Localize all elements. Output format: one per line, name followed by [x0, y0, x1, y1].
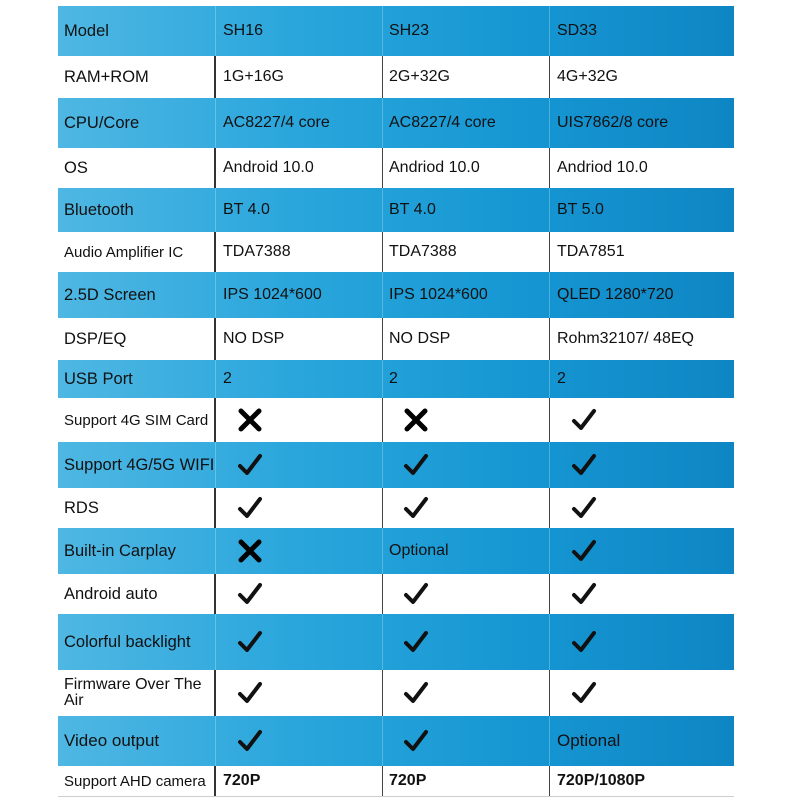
- cell-sh23: [383, 574, 550, 614]
- cell-sh23: [383, 670, 550, 716]
- check-icon: [571, 407, 597, 433]
- check-icon: [237, 680, 263, 706]
- cell-sd33: [550, 398, 734, 442]
- table-row: [58, 360, 734, 398]
- row-label: Firmware Over The Air: [58, 670, 216, 716]
- table-row: [58, 98, 734, 148]
- row-label: DSP/EQ: [58, 318, 216, 360]
- cell-sh23: [383, 716, 550, 766]
- row-label: CPU/Core: [58, 98, 216, 148]
- cell-sh23: [383, 614, 550, 670]
- table-row: [58, 766, 734, 797]
- table-row: [58, 56, 734, 99]
- row-label: Support 4G SIM Card: [58, 398, 216, 442]
- check-icon: [571, 629, 597, 655]
- row-label: RAM+ROM: [58, 56, 216, 98]
- cell-sd33: Rohm32107/ 48EQ: [557, 330, 694, 347]
- row-label: RDS: [58, 488, 216, 528]
- check-icon: [571, 680, 597, 706]
- cell-sh23: Optional: [383, 528, 550, 574]
- cross-icon: [237, 538, 263, 564]
- cell-sh16: [216, 528, 383, 574]
- cell-sd33: UIS7862/8 core: [557, 114, 669, 131]
- row-label: USB Port: [58, 360, 216, 398]
- check-icon: [237, 452, 263, 478]
- row-label: Video output: [58, 716, 216, 766]
- cell-sh16: [216, 488, 383, 528]
- table-row: [58, 614, 734, 670]
- cell-sh16: [216, 716, 383, 766]
- check-icon: [403, 728, 429, 754]
- cell-sd33: 720P/1080P: [557, 772, 646, 789]
- cell-sd33: [550, 488, 734, 528]
- cell-sd33: [550, 442, 734, 488]
- check-icon: [237, 629, 263, 655]
- table-row: [58, 148, 734, 189]
- table-row: [58, 442, 734, 488]
- table-row: [58, 398, 734, 443]
- cell-sh16: [216, 574, 383, 614]
- cell-sh16: [216, 442, 383, 488]
- cell-sh23: 720P: [383, 766, 550, 796]
- check-icon: [237, 581, 263, 607]
- cell-sh23: TDA7388: [383, 232, 550, 272]
- table-row: [58, 188, 734, 232]
- cross-icon: [403, 407, 429, 433]
- row-label: 2.5D Screen: [58, 272, 216, 318]
- cell-sh16: TDA7388: [216, 232, 383, 272]
- row-label: Support AHD camera: [58, 766, 216, 796]
- cell-sd33: Optional: [557, 731, 621, 750]
- check-icon: [571, 538, 597, 564]
- check-icon: [237, 728, 263, 754]
- cell-sh16: 1G+16G: [216, 56, 383, 98]
- spec-comparison-table: [58, 6, 734, 796]
- table-header-row: [58, 6, 734, 56]
- header-sd33: SD33: [557, 22, 598, 39]
- cell-sd33: Andriod 10.0: [557, 159, 648, 176]
- cell-sh16: [216, 398, 383, 442]
- cell-sh16: 720P: [216, 766, 383, 796]
- cell-sh16: BT 4.0: [216, 188, 383, 232]
- cell-sh16: IPS 1024*600: [216, 272, 383, 318]
- table-row: [58, 488, 734, 529]
- cell-sd33: [550, 574, 734, 614]
- row-label: Colorful backlight: [58, 614, 216, 670]
- table-row: [58, 716, 734, 766]
- check-icon: [403, 581, 429, 607]
- cell-sd33: 4G+32G: [557, 68, 618, 85]
- cell-sh23: [383, 488, 550, 528]
- header-model-label: Model: [58, 6, 216, 56]
- cell-sh23: [383, 398, 550, 442]
- cell-sh16: 2: [216, 360, 383, 398]
- cell-sh23: AC8227/4 core: [383, 98, 550, 148]
- row-label: Support 4G/5G WIFI: [58, 442, 216, 488]
- cell-sd33: QLED 1280*720: [557, 286, 674, 303]
- check-icon: [403, 452, 429, 478]
- table-row: [58, 318, 734, 361]
- row-label: Android auto: [58, 574, 216, 614]
- table-row: [58, 670, 734, 717]
- cell-sh23: IPS 1024*600: [383, 272, 550, 318]
- cell-sh16: AC8227/4 core: [216, 98, 383, 148]
- cell-sh16: [216, 614, 383, 670]
- row-label: Built-in Carplay: [58, 528, 216, 574]
- cell-sh23: NO DSP: [383, 318, 550, 360]
- cell-sh23: 2G+32G: [383, 56, 550, 98]
- row-label: Audio Amplifier IC: [58, 232, 216, 272]
- check-icon: [403, 629, 429, 655]
- check-icon: [403, 680, 429, 706]
- check-icon: [571, 581, 597, 607]
- cell-sh23: BT 4.0: [383, 188, 550, 232]
- check-icon: [403, 495, 429, 521]
- table-row: [58, 272, 734, 318]
- header-sh23: SH23: [383, 6, 550, 56]
- row-label: OS: [58, 148, 216, 188]
- check-icon: [571, 452, 597, 478]
- table-row: [58, 232, 734, 273]
- cell-sd33: [550, 528, 734, 574]
- cell-sh23: 2: [383, 360, 550, 398]
- cell-sh16: NO DSP: [216, 318, 383, 360]
- cell-sd33: TDA7851: [557, 243, 625, 260]
- cell-sd33: [550, 670, 734, 716]
- cross-icon: [237, 407, 263, 433]
- check-icon: [571, 495, 597, 521]
- cell-sh16: Android 10.0: [216, 148, 383, 188]
- table-row: [58, 528, 734, 574]
- row-label: Bluetooth: [58, 188, 216, 232]
- cell-sd33: BT 5.0: [557, 201, 604, 218]
- cell-sd33: [550, 614, 734, 670]
- table-row: [58, 574, 734, 615]
- cell-sh23: Andriod 10.0: [383, 148, 550, 188]
- cell-sd33: 2: [557, 370, 566, 387]
- check-icon: [237, 495, 263, 521]
- cell-sh16: [216, 670, 383, 716]
- cell-sh23: [383, 442, 550, 488]
- header-sh16: SH16: [216, 6, 383, 56]
